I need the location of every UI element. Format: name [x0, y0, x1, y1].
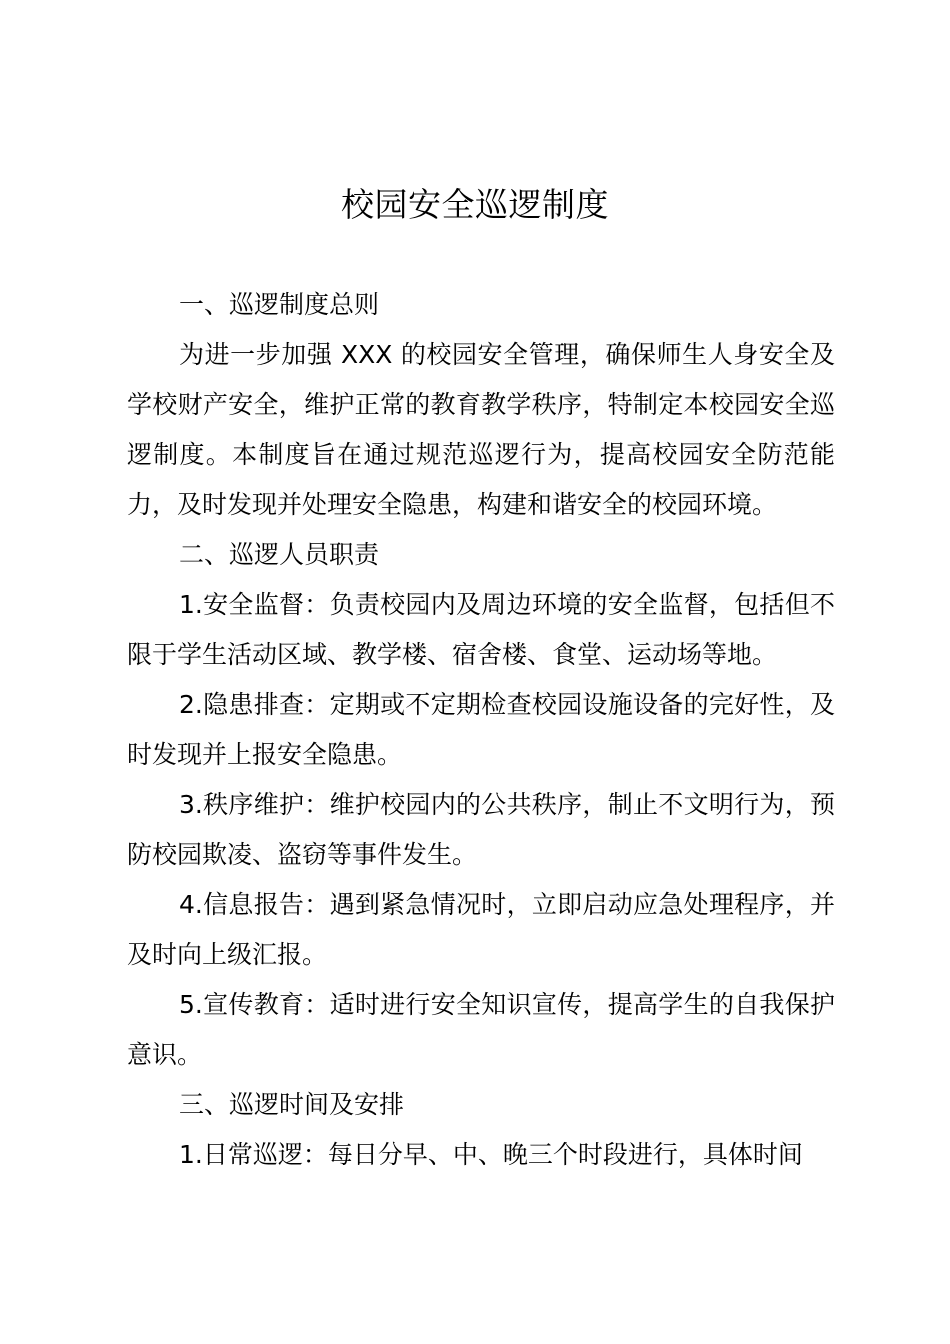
section-3-paragraph-1: 1.日常巡逻：每日分早、中、晚三个时段进行，具体时间	[179, 1140, 803, 1169]
section-2-paragraph-1: 1.安全监督：负责校园内及周边环境的安全监督，包括但不限于学生活动区域、教学楼、宿舍楼、食堂、运动场等地。	[127, 590, 835, 669]
section-2-paragraph-5: 5.宣传教育：适时进行安全知识宣传，提高学生的自我保护意识。	[127, 990, 835, 1069]
section-heading-2: 二、巡逻人员职责	[179, 540, 380, 569]
section-2-paragraph-4: 4.信息报告：遇到紧急情况时，立即启动应急处理程序，并及时向上级汇报。	[127, 890, 835, 969]
section-2-paragraph-2: 2.隐患排查：定期或不定期检查校园设施设备的完好性，及时发现并上报安全隐患。	[127, 690, 835, 769]
document-body	[127, 280, 835, 1180]
document-title: 校园安全巡逻制度	[341, 185, 609, 224]
section-heading-3: 三、巡逻时间及安排	[179, 1090, 405, 1119]
section-1-paragraph-1: 为进一步加强 XXX 的校园安全管理，确保师生人身安全及学校财产安全，维护正常的教育教学秩序，特制定本校园安全巡逻制度。本制度旨在通过规范巡逻行为，提高校园安全防范能力，及时发现并处理安全隐患，构建和谐安全的校园环境。	[127, 340, 835, 519]
section-heading-1: 一、巡逻制度总则	[179, 290, 380, 319]
section-2-paragraph-3: 3.秩序维护：维护校园内的公共秩序，制止不文明行为，预防校园欺凌、盗窃等事件发生。	[127, 790, 835, 869]
